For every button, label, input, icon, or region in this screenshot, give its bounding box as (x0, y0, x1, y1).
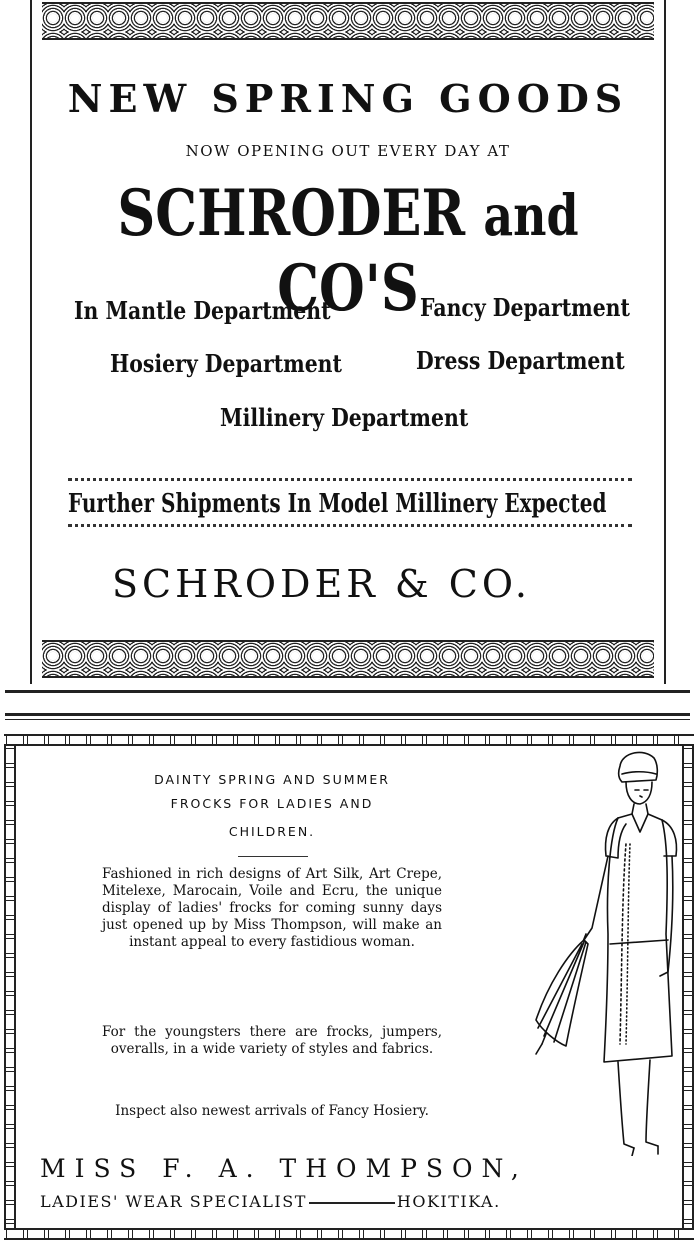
thompson-advertisement (4, 734, 694, 1240)
ornamental-border-bottom (42, 640, 654, 678)
department-fancy: Fancy Department (420, 293, 630, 322)
department-mantle: In Mantle Department (74, 296, 331, 325)
column-rule (5, 713, 690, 716)
title-rule (238, 856, 308, 857)
schroder-advertisement (30, 0, 666, 684)
department-millinery: Millinery Department (220, 403, 469, 432)
signature-name: MISS F. A. THOMPSON, (40, 1154, 528, 1183)
department-dress: Dress Department (416, 346, 625, 375)
ad-title-line-1: DAINTY SPRING AND SUMMER (154, 772, 390, 787)
ad-subline: NOW OPENING OUT EVERY DAY AT (185, 142, 511, 160)
chain-border-bottom (4, 1228, 694, 1240)
signature-dash (309, 1202, 395, 1204)
signature-town: HOKITIKA. (396, 1192, 501, 1211)
ad-paragraph-hosiery: Inspect also newest arrivals of Fancy Hosiery. (115, 1103, 429, 1119)
ornamental-border-top (42, 2, 654, 40)
chain-border-left (4, 746, 16, 1228)
dotted-rule-bottom (68, 524, 632, 527)
ad-title-line-3: CHILDREN. (228, 824, 316, 839)
store-footer-name: SCHRODER & CO. (112, 562, 531, 606)
ad-paragraph-youngsters: For the youngsters there are frocks, jumpers, overalls, in a wide variety of styles and fabrics. (102, 1024, 442, 1057)
ad-headline: NEW SPRING GOODS (67, 76, 629, 121)
store-name-main: SCHRODER (117, 176, 466, 251)
lady-with-parasol-illustration (522, 744, 692, 1156)
department-hosiery: Hosiery Department (110, 349, 342, 378)
column-rule (5, 690, 690, 693)
column-rule-thin (5, 719, 690, 720)
ad-paragraph-fabrics: Fashioned in rich designs of Art Silk, Art Crepe, Mitelexe, Marocain, Voile and Ecru, the unique display of ladies' frocks for coming sunny days just opened up by Miss Thompson, will make an instant appeal to every fastidious woman. (102, 866, 442, 950)
ad-title-line-2: FROCKS FOR LADIES AND (170, 796, 374, 811)
signature-line (40, 1192, 501, 1211)
further-shipments-line: Further Shipments In Model Millinery Expected (68, 489, 607, 519)
signature-title: LADIES' WEAR SPECIALIST (40, 1192, 307, 1211)
dotted-rule-top (68, 478, 632, 481)
store-name-end: CO'S (277, 251, 419, 326)
store-name-and: and (483, 183, 579, 249)
